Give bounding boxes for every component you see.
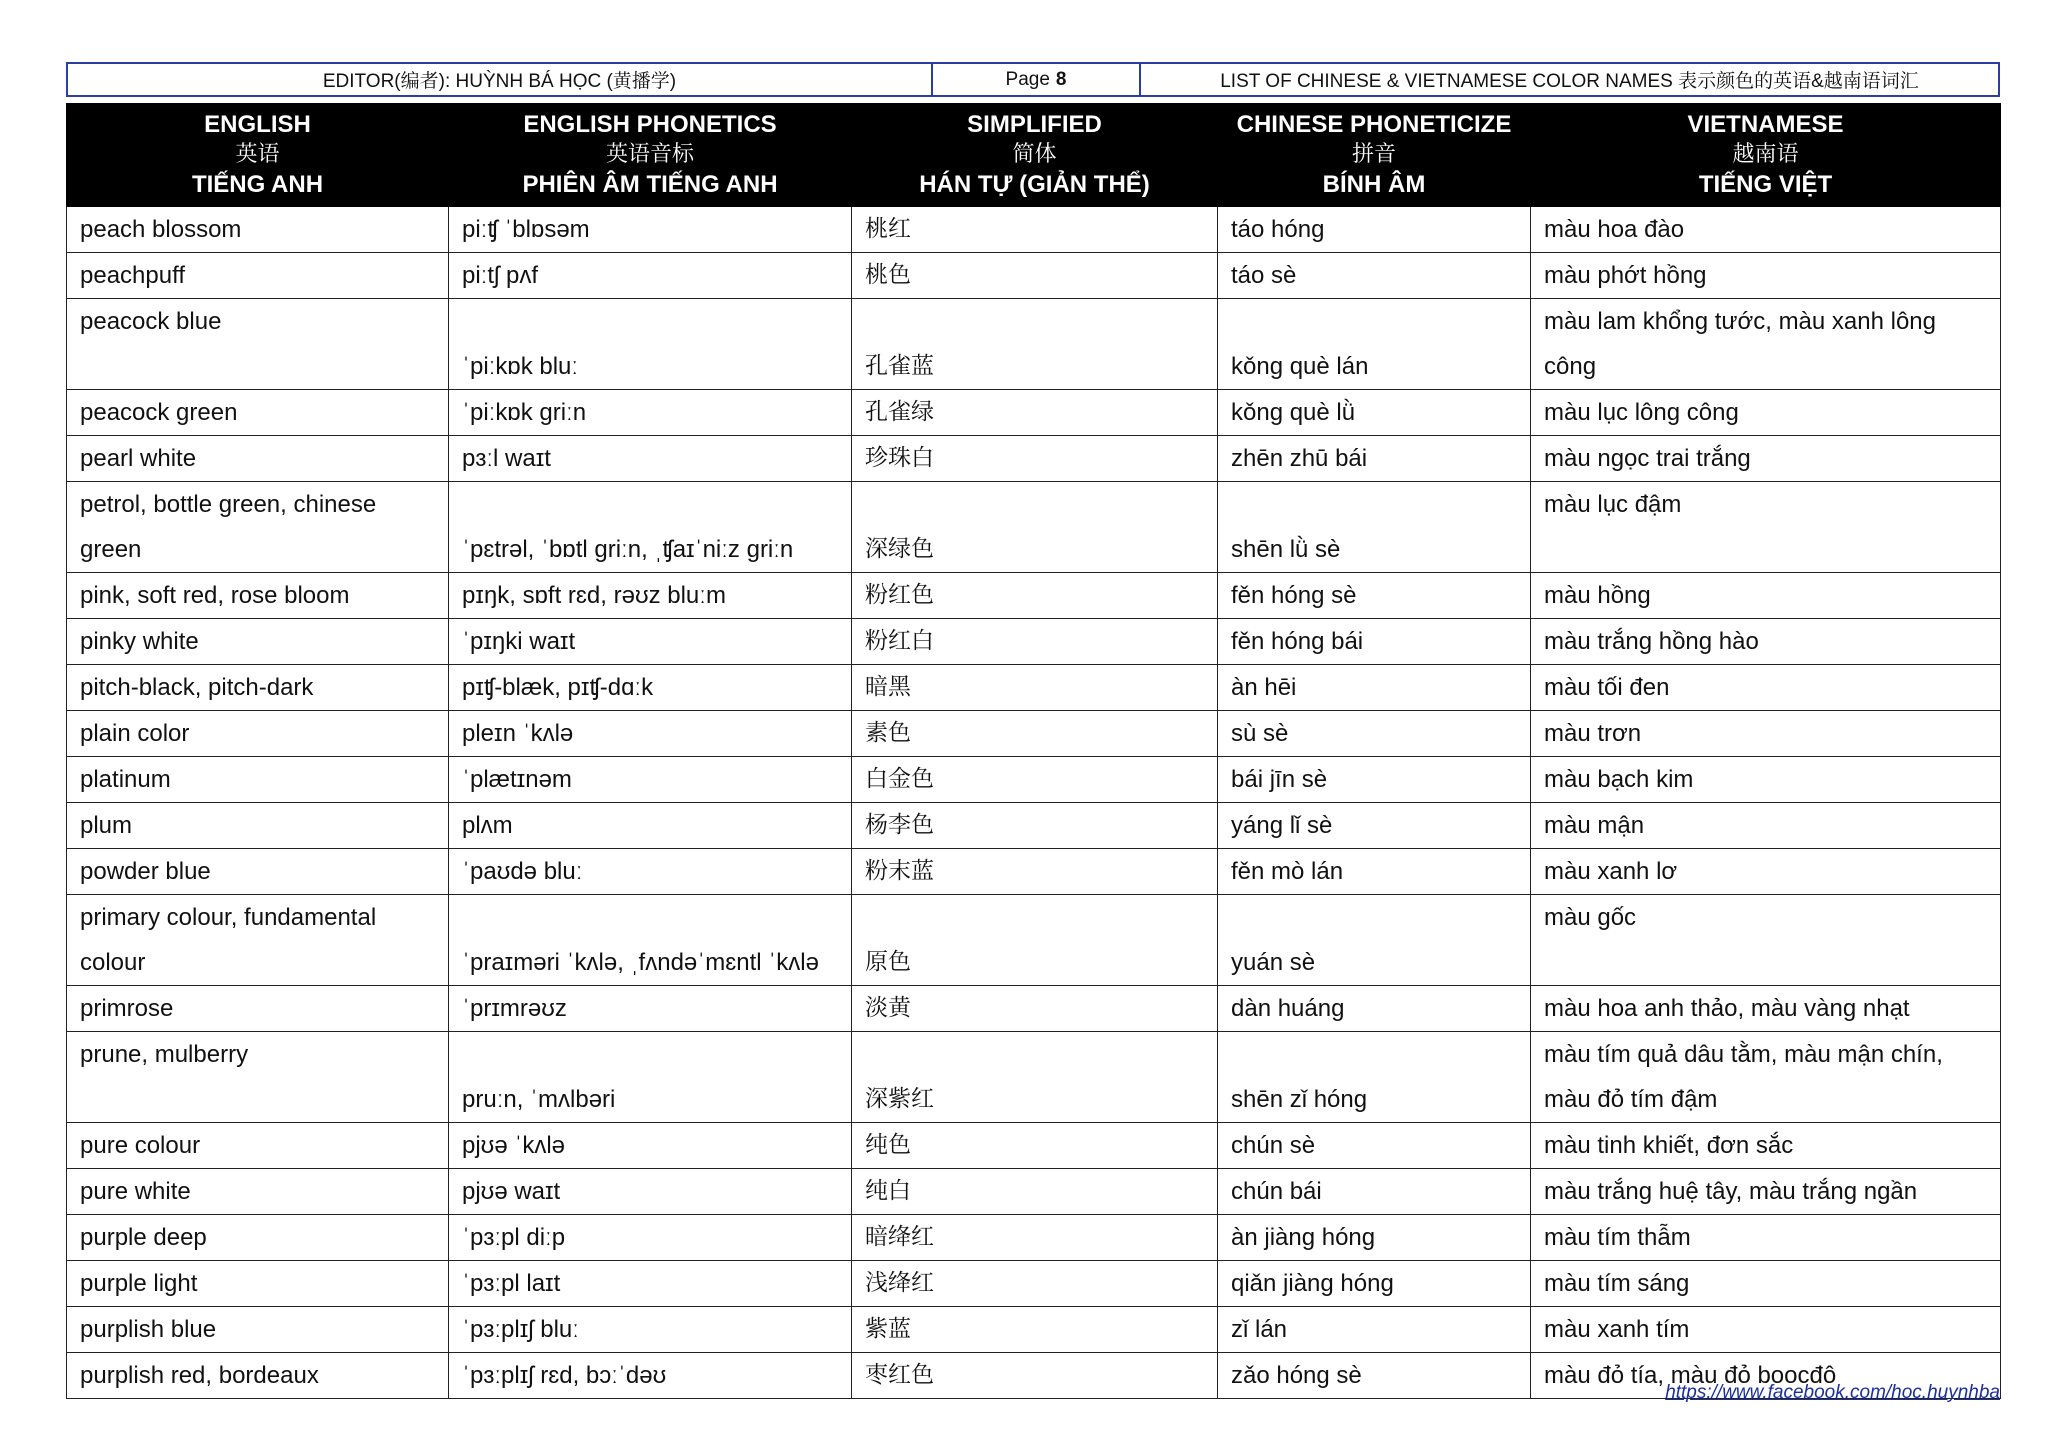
cell-chinese: 粉红色 bbox=[852, 573, 1218, 619]
cell-pinyin: zǎo hóng sè bbox=[1218, 1353, 1531, 1399]
table-row bbox=[67, 253, 2001, 299]
table-row bbox=[67, 482, 2001, 573]
cell-vietnamese: màu trắng hồng hào bbox=[1531, 619, 2001, 665]
cell-pinyin: kǒng què lán bbox=[1218, 299, 1531, 390]
cell-phonetic: ˈprɪmrəʊz bbox=[449, 986, 852, 1032]
table-row bbox=[67, 1215, 2001, 1261]
cell-english: pure colour bbox=[67, 1123, 449, 1169]
cell-phonetic: ˈpɜːplɪʃ bluː bbox=[449, 1307, 852, 1353]
cell-pinyin: fěn hóng bái bbox=[1218, 619, 1531, 665]
cell-chinese: 浅绛红 bbox=[852, 1261, 1218, 1307]
cell-chinese: 原色 bbox=[852, 895, 1218, 986]
editor-credit: EDITOR(编者): HUỲNH BÁ HỌC (黄播学) bbox=[68, 64, 933, 95]
cell-english: petrol, bottle green, chinese green bbox=[67, 482, 449, 573]
cell-pinyin: dàn huáng bbox=[1218, 986, 1531, 1032]
table-row bbox=[67, 1123, 2001, 1169]
page-header bbox=[66, 62, 2000, 97]
cell-chinese: 珍珠白 bbox=[852, 436, 1218, 482]
cell-english: primary colour, fundamental colour bbox=[67, 895, 449, 986]
cell-vietnamese: màu ngọc trai trắng bbox=[1531, 436, 2001, 482]
cell-pinyin: zǐ lán bbox=[1218, 1307, 1531, 1353]
table-row bbox=[67, 1169, 2001, 1215]
cell-english: prune, mulberry bbox=[67, 1032, 449, 1123]
cell-chinese: 白金色 bbox=[852, 757, 1218, 803]
table-row bbox=[67, 1261, 2001, 1307]
cell-pinyin: chún bái bbox=[1218, 1169, 1531, 1215]
cell-vietnamese: màu hoa anh thảo, màu vàng nhạt bbox=[1531, 986, 2001, 1032]
cell-pinyin: yuán sè bbox=[1218, 895, 1531, 986]
page-number: 8 bbox=[1055, 68, 1067, 90]
cell-phonetic: ˈpɜːpl laɪt bbox=[449, 1261, 852, 1307]
cell-phonetic: pɪŋk, sɒft rɛd, rəʊz bluːm bbox=[449, 573, 852, 619]
table-row bbox=[67, 1032, 2001, 1123]
cell-english: peacock green bbox=[67, 390, 449, 436]
cell-chinese: 杨李色 bbox=[852, 803, 1218, 849]
table-row bbox=[67, 895, 2001, 986]
cell-chinese: 紫蓝 bbox=[852, 1307, 1218, 1353]
column-header-phonetics: ENGLISH PHONETICS 英语音标 PHIÊN ÂM TIẾNG ANH bbox=[449, 104, 852, 207]
cell-chinese: 孔雀蓝 bbox=[852, 299, 1218, 390]
cell-pinyin: zhēn zhū bái bbox=[1218, 436, 1531, 482]
cell-vietnamese: màu đỏ tía, màu đỏ boocđô bbox=[1531, 1353, 2001, 1399]
cell-english: purplish blue bbox=[67, 1307, 449, 1353]
cell-chinese: 纯色 bbox=[852, 1123, 1218, 1169]
cell-chinese: 深绿色 bbox=[852, 482, 1218, 573]
cell-chinese: 枣红色 bbox=[852, 1353, 1218, 1399]
cell-chinese: 桃色 bbox=[852, 253, 1218, 299]
table-row bbox=[67, 573, 2001, 619]
cell-phonetic: pleɪn ˈkʌlə bbox=[449, 711, 852, 757]
table-header-row bbox=[67, 104, 2001, 207]
cell-english: pinky white bbox=[67, 619, 449, 665]
cell-english: peachpuff bbox=[67, 253, 449, 299]
cell-vietnamese: màu tím sáng bbox=[1531, 1261, 2001, 1307]
table-row bbox=[67, 1307, 2001, 1353]
document-title: LIST OF CHINESE & VIETNAMESE COLOR NAMES 表示颜色的英语&越南语词汇 bbox=[1220, 71, 1919, 92]
cell-phonetic: pjʊə ˈkʌlə bbox=[449, 1123, 852, 1169]
cell-english: peach blossom bbox=[67, 207, 449, 253]
page-indicator bbox=[933, 64, 1141, 95]
cell-vietnamese: màu lam khổng tước, màu xanh lông công bbox=[1531, 299, 2001, 390]
cell-english: powder blue bbox=[67, 849, 449, 895]
cell-pinyin: yáng lǐ sè bbox=[1218, 803, 1531, 849]
cell-english: pure white bbox=[67, 1169, 449, 1215]
cell-chinese: 素色 bbox=[852, 711, 1218, 757]
cell-phonetic: pɜːl waɪt bbox=[449, 436, 852, 482]
column-header-english: ENGLISH 英语 TIẾNG ANH bbox=[67, 104, 449, 207]
table-row bbox=[67, 619, 2001, 665]
column-header-pinyin: CHINESE PHONETICIZE 拼音 BÍNH ÂM bbox=[1218, 104, 1531, 207]
cell-vietnamese: màu hồng bbox=[1531, 573, 2001, 619]
cell-pinyin: fěn mò lán bbox=[1218, 849, 1531, 895]
cell-vietnamese: màu xanh lơ bbox=[1531, 849, 2001, 895]
cell-vietnamese: màu tối đen bbox=[1531, 665, 2001, 711]
cell-pinyin: shēn zǐ hóng bbox=[1218, 1032, 1531, 1123]
cell-vietnamese: màu tím thẫm bbox=[1531, 1215, 2001, 1261]
table-row bbox=[67, 207, 2001, 253]
cell-chinese: 深紫红 bbox=[852, 1032, 1218, 1123]
cell-vietnamese: màu xanh tím bbox=[1531, 1307, 2001, 1353]
page-label: Page bbox=[1005, 68, 1050, 90]
cell-phonetic: pɪʧ-blæk, pɪʧ-dɑːk bbox=[449, 665, 852, 711]
cell-chinese: 暗绛红 bbox=[852, 1215, 1218, 1261]
cell-pinyin: àn jiàng hóng bbox=[1218, 1215, 1531, 1261]
cell-chinese: 淡黄 bbox=[852, 986, 1218, 1032]
cell-vietnamese: màu tím quả dâu tằm, màu mận chín, màu đỏ tím đậm bbox=[1531, 1032, 2001, 1123]
table-body bbox=[67, 207, 2001, 1399]
cell-english: pitch-black, pitch-dark bbox=[67, 665, 449, 711]
cell-phonetic: ˈpɜːplɪʃ rɛd, bɔːˈdəʊ bbox=[449, 1353, 852, 1399]
cell-phonetic: ˈpiːkɒk bluː bbox=[449, 299, 852, 390]
cell-pinyin: bái jīn sè bbox=[1218, 757, 1531, 803]
cell-vietnamese: màu bạch kim bbox=[1531, 757, 2001, 803]
cell-pinyin: kǒng què lǜ bbox=[1218, 390, 1531, 436]
table-row bbox=[67, 986, 2001, 1032]
table-row bbox=[67, 665, 2001, 711]
cell-pinyin: táo sè bbox=[1218, 253, 1531, 299]
facebook-link[interactable]: https://www.facebook.com/hoc.huynhba bbox=[1665, 1382, 2000, 1403]
cell-pinyin: fěn hóng sè bbox=[1218, 573, 1531, 619]
cell-pinyin: àn hēi bbox=[1218, 665, 1531, 711]
cell-chinese: 粉末蓝 bbox=[852, 849, 1218, 895]
cell-english: purple light bbox=[67, 1261, 449, 1307]
cell-vietnamese: màu mận bbox=[1531, 803, 2001, 849]
table-row bbox=[67, 436, 2001, 482]
cell-phonetic: piːʧ ˈblɒsəm bbox=[449, 207, 852, 253]
cell-vietnamese: màu trơn bbox=[1531, 711, 2001, 757]
cell-english: pink, soft red, rose bloom bbox=[67, 573, 449, 619]
cell-vietnamese: màu tinh khiết, đơn sắc bbox=[1531, 1123, 2001, 1169]
cell-english: plain color bbox=[67, 711, 449, 757]
cell-english: plum bbox=[67, 803, 449, 849]
cell-phonetic: ˈpɜːpl diːp bbox=[449, 1215, 852, 1261]
table-row bbox=[67, 299, 2001, 390]
table-row bbox=[67, 757, 2001, 803]
cell-phonetic: ˈpɛtrəl, ˈbɒtl griːn, ˌʧaɪˈniːz griːn bbox=[449, 482, 852, 573]
table-row bbox=[67, 849, 2001, 895]
cell-phonetic: ˈpiːkɒk griːn bbox=[449, 390, 852, 436]
cell-phonetic: ˈpɪŋki waɪt bbox=[449, 619, 852, 665]
cell-english: purple deep bbox=[67, 1215, 449, 1261]
table-row bbox=[67, 803, 2001, 849]
cell-vietnamese: màu lục đậm bbox=[1531, 482, 2001, 573]
cell-phonetic: pjʊə waɪt bbox=[449, 1169, 852, 1215]
color-names-table bbox=[66, 103, 2001, 1399]
column-header-vietnamese: VIETNAMESE 越南语 TIẾNG VIỆT bbox=[1531, 104, 2001, 207]
table-row bbox=[67, 711, 2001, 757]
cell-vietnamese: màu trắng huệ tây, màu trắng ngần bbox=[1531, 1169, 2001, 1215]
cell-english: pearl white bbox=[67, 436, 449, 482]
cell-phonetic: ˈpraɪməri ˈkʌlə, ˌfʌndəˈmɛntl ˈkʌlə bbox=[449, 895, 852, 986]
cell-chinese: 暗黑 bbox=[852, 665, 1218, 711]
cell-pinyin: qiǎn jiàng hóng bbox=[1218, 1261, 1531, 1307]
cell-chinese: 纯白 bbox=[852, 1169, 1218, 1215]
cell-phonetic: pruːn, ˈmʌlbəri bbox=[449, 1032, 852, 1123]
table-row bbox=[67, 390, 2001, 436]
cell-english: purplish red, bordeaux bbox=[67, 1353, 449, 1399]
cell-phonetic: plʌm bbox=[449, 803, 852, 849]
cell-phonetic: ˈpaʊdə bluː bbox=[449, 849, 852, 895]
cell-vietnamese: màu phớt hồng bbox=[1531, 253, 2001, 299]
cell-chinese: 粉红白 bbox=[852, 619, 1218, 665]
cell-pinyin: sù sè bbox=[1218, 711, 1531, 757]
cell-pinyin: táo hóng bbox=[1218, 207, 1531, 253]
cell-phonetic: ˈplætɪnəm bbox=[449, 757, 852, 803]
cell-english: peacock blue bbox=[67, 299, 449, 390]
cell-pinyin: shēn lǜ sè bbox=[1218, 482, 1531, 573]
cell-english: platinum bbox=[67, 757, 449, 803]
cell-vietnamese: màu lục lông công bbox=[1531, 390, 2001, 436]
cell-chinese: 桃红 bbox=[852, 207, 1218, 253]
cell-chinese: 孔雀绿 bbox=[852, 390, 1218, 436]
cell-english: primrose bbox=[67, 986, 449, 1032]
cell-vietnamese: màu gốc bbox=[1531, 895, 2001, 986]
column-header-simplified: SIMPLIFIED 简体 HÁN TỰ (GIẢN THỂ) bbox=[852, 104, 1218, 207]
color-names-table-container bbox=[66, 103, 2000, 1399]
cell-vietnamese: màu hoa đào bbox=[1531, 207, 2001, 253]
cell-phonetic: piːtʃ pʌf bbox=[449, 253, 852, 299]
cell-pinyin: chún sè bbox=[1218, 1123, 1531, 1169]
